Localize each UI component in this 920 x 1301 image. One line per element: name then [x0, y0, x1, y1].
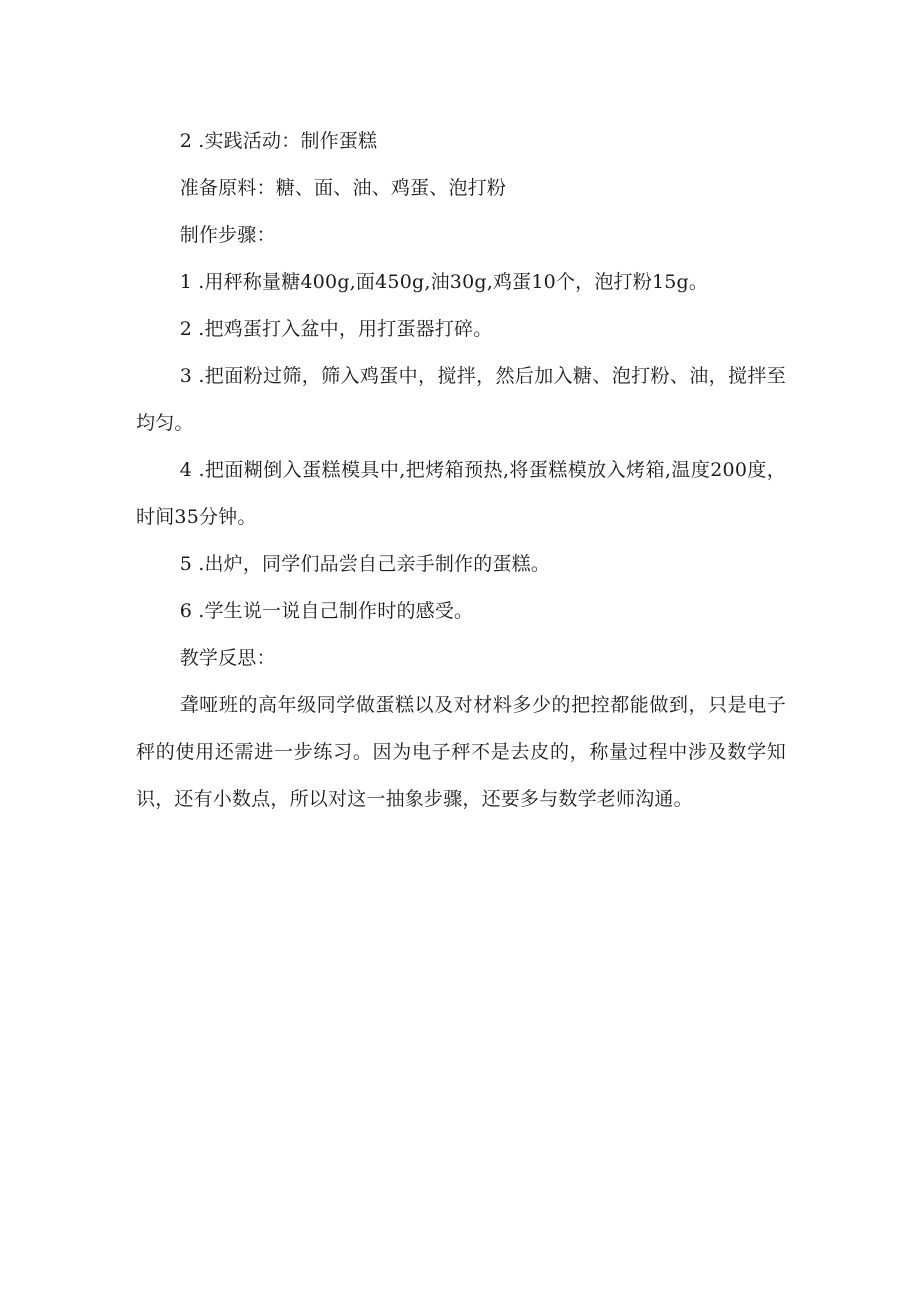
reflection-text: 聋哑班的高年级同学做蛋糕以及对材料多少的把控都能做到，只是电子秤的使用还需进一步练习。因为电子秤不是去皮的，称量过程中涉及数学知识，还有小数点，所以对这一抽象步骤，还要多与数学老师沟通。 — [136, 694, 786, 810]
step-3: 3 .把面粉过筛，筛入鸡蛋中，搅拌，然后加入糖、泡打粉、油，搅拌至均匀。 — [136, 365, 786, 434]
ingredients-line: 准备原料：糖、面、油、鸡蛋、泡打粉 — [179, 177, 507, 199]
reflection-heading: 教学反思： — [179, 647, 276, 669]
step-2: 2 .把鸡蛋打入盆中，用打蛋器打碎。 — [179, 318, 493, 340]
steps-heading: 制作步骤： — [179, 224, 276, 246]
activity-heading: 2 .实践活动：制作蛋糕 — [179, 130, 378, 152]
step-1: 1 .用秤称量糖400g,面450g,油30g,鸡蛋10个，泡打粉15g。 — [179, 271, 709, 293]
step-6: 6 .学生说一说自己制作时的感受。 — [179, 600, 474, 622]
document-body — [136, 118, 786, 823]
step-5: 5 .出炉，同学们品尝自己亲手制作的蛋糕。 — [179, 553, 551, 575]
step-4: 4 .把面糊倒入蛋糕模具中,把烤箱预热,将蛋糕模放入烤箱,温度200度，时间35分钟。 — [136, 459, 786, 528]
